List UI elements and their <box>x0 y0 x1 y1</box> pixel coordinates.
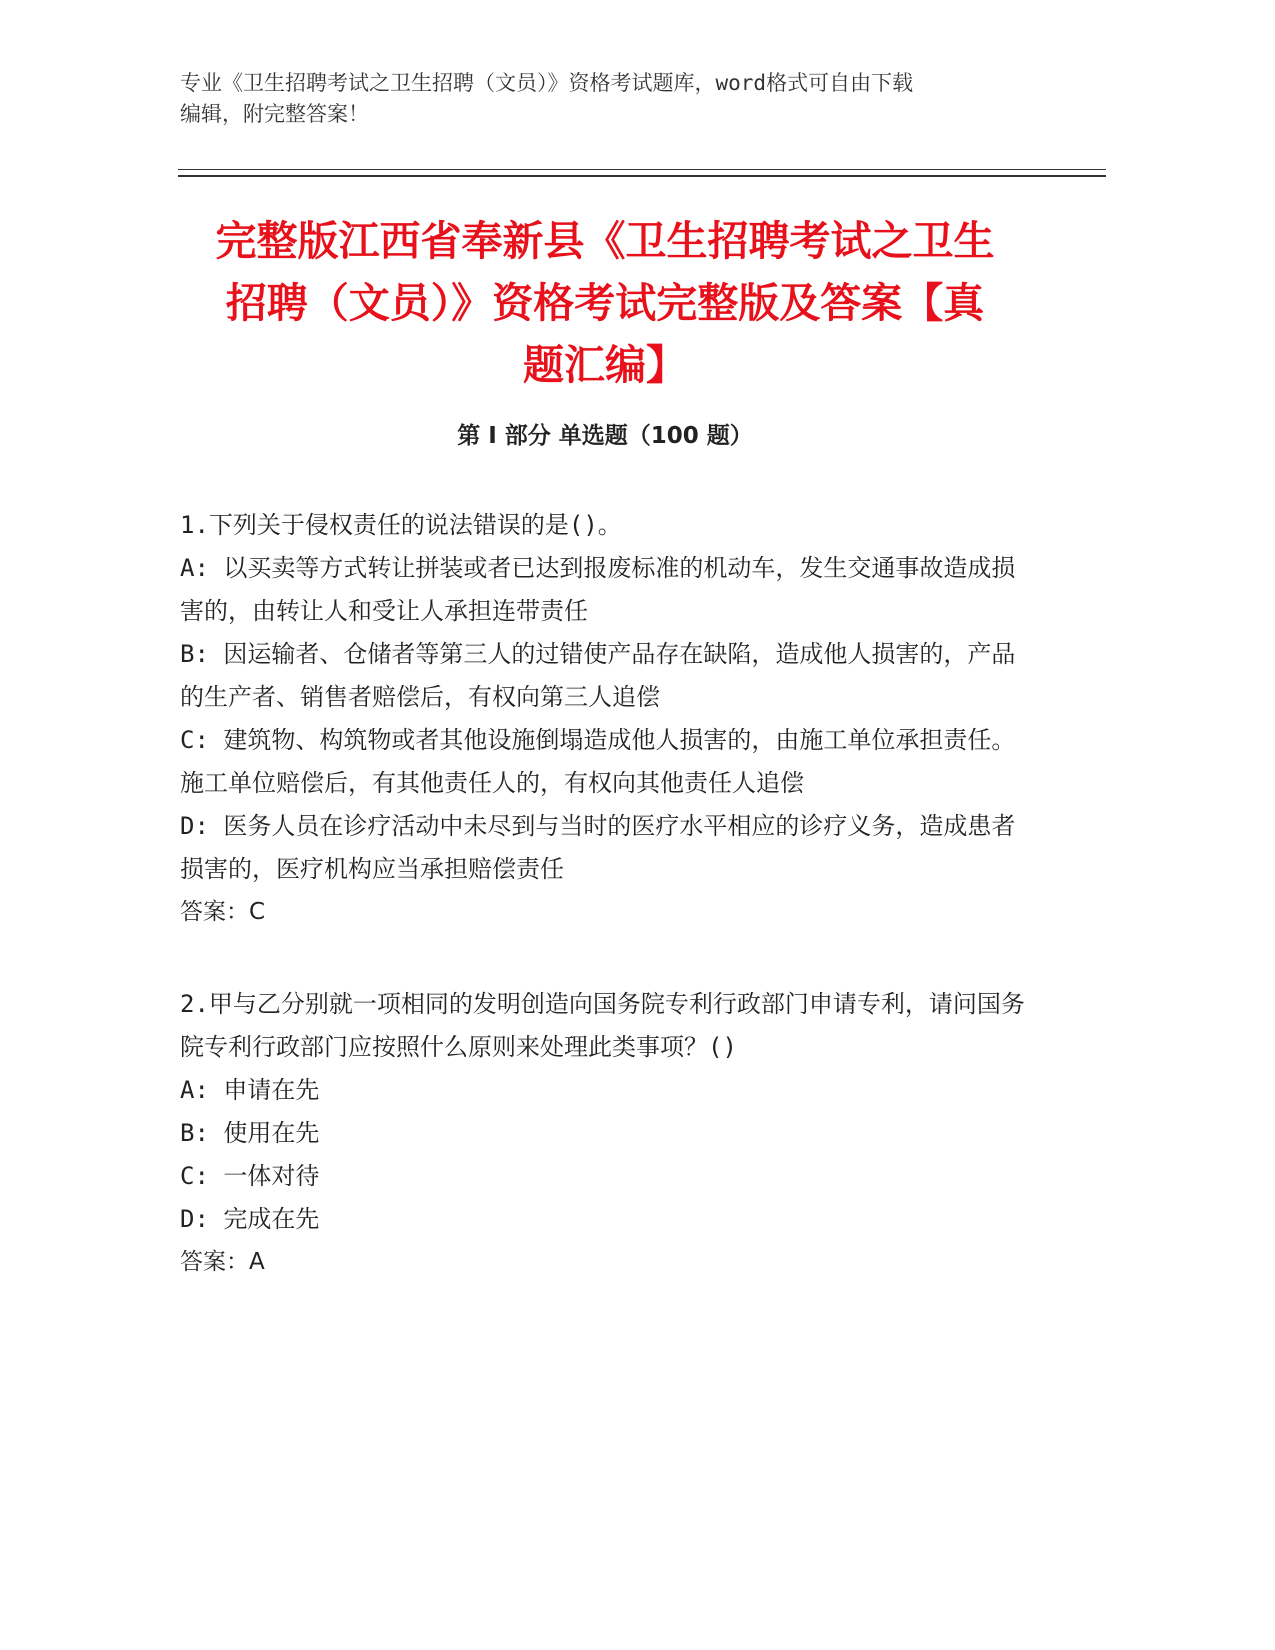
option-d: D: 医务人员在诊疗活动中未尽到与当时的医疗水平相应的诊疗义务，造成患者损害的，医疗机构应当承担赔偿责任 <box>180 812 1016 883</box>
title-line-1: 完整版江西省奉新县《卫生招聘考试之卫生 <box>215 217 995 265</box>
option-c: C: 一体对待 <box>180 1162 320 1190</box>
answer-label: 答案： <box>180 899 249 925</box>
question-1 <box>180 504 1030 934</box>
option-b: B: 因运输者、仓储者等第三人的过错使产品存在缺陷，造成他人损害的，产品的生产者、销售者赔偿后，有权向第三人追偿 <box>180 640 1016 711</box>
answer <box>180 1241 1030 1284</box>
header-divider-thick <box>178 175 1106 177</box>
option-a: A: 以买卖等方式转让拼装或者已达到报废标准的机动车，发生交通事故造成损害的，由转让人和受让人承担连带责任 <box>180 554 1016 625</box>
document-title <box>180 210 1030 396</box>
answer-label: 答案： <box>180 1249 249 1275</box>
answer-value: A <box>249 1249 265 1275</box>
answer-value: C <box>249 899 266 925</box>
option-a: A: 申请在先 <box>180 1076 320 1104</box>
title-line-2: 招聘（文员）》资格考试完整版及答案【真 <box>225 279 985 327</box>
question-2 <box>180 983 1030 1284</box>
header-note-line-1: 专业《卫生招聘考试之卫生招聘（文员）》资格考试题库，word格式可自由下载 <box>180 71 914 95</box>
header-note <box>180 68 1040 130</box>
question-text: 1.下列关于侵权责任的说法错误的是()。 <box>180 511 622 539</box>
title-line-3: 题汇编】 <box>523 341 687 389</box>
option-b: B: 使用在先 <box>180 1119 320 1147</box>
question-text: 2.甲与乙分别就一项相同的发明创造向国务院专利行政部门申请专利，请问国务院专利行政部门应按照什么原则来处理此类事项？() <box>180 990 1025 1061</box>
option-c: C: 建筑物、构筑物或者其他设施倒塌造成他人损害的，由施工单位承担责任。施工单位赔偿后，有其他责任人的，有权向其他责任人追偿 <box>180 726 1016 797</box>
section-heading: 第 I 部分 单选题（100 题） <box>457 423 753 449</box>
answer <box>180 891 1030 934</box>
header-divider-thin <box>178 169 1106 170</box>
option-d: D: 完成在先 <box>180 1205 320 1233</box>
header-note-line-2: 编辑，附完整答案！ <box>180 102 369 126</box>
